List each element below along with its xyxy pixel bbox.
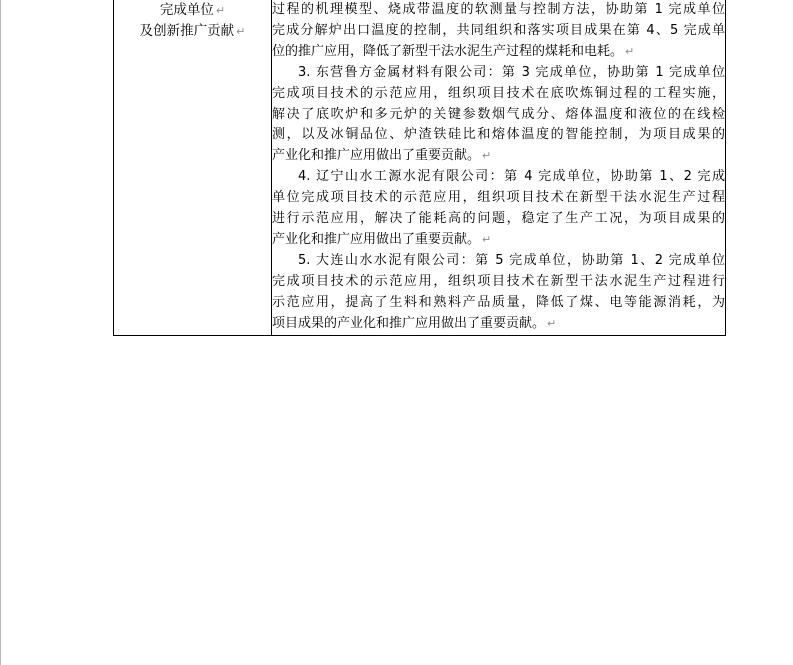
text-line: 完成分解炉出口温度的控制，共同组织和落实项目成果在第 4、5 完成单 xyxy=(272,22,725,38)
text-line: 3. 东营鲁方金属材料有限公司：第 3 完成单位，协助第 1 完成单位 xyxy=(298,64,725,80)
paragraph-4 xyxy=(272,167,725,251)
text-line: 产业化和推广应用做出了重要贡献。 ↵ xyxy=(272,231,492,247)
text-line: 产业化和推广应用做出了重要贡献。 ↵ xyxy=(272,148,492,164)
paragraph-5 xyxy=(272,251,725,335)
table-row xyxy=(114,0,726,335)
text-line: 4. 辽宁山水工源水泥有限公司：第 4 完成单位，协助第 1、2 完成 xyxy=(298,169,725,185)
page-left-edge xyxy=(0,0,1,665)
text-line: 解决了底吹炉和多元炉的关键参数烟气成分、熔体温度和液位的在线检 xyxy=(272,106,725,122)
text-line: 5. 大连山水水泥有限公司：第 5 完成单位，协助第 1、2 完成单位 xyxy=(298,252,725,268)
contribution-table xyxy=(113,0,726,336)
paragraph-3 xyxy=(272,63,725,168)
text-line: 进行示范应用，解决了能耗高的问题，稳定了生产工况，为项目成果的 xyxy=(272,211,725,227)
text-line: 位的推广应用，降低了新型干法水泥生产过程的煤耗和电耗。 ↵ xyxy=(272,43,635,59)
label-line-1: 完成单位 ↵ xyxy=(159,2,226,18)
text-line: 完成项目技术的示范应用，组织项目技术在底吹炼铜过程的工程实施， xyxy=(272,85,725,101)
paragraph-2-continuation xyxy=(272,0,725,63)
text-line: 单位完成项目技术的示范应用，组织项目技术在新型干法水泥生产过程 xyxy=(272,190,725,206)
text-line: 过程的机理模型、烧成带温度的软测量与控制方法，协助第 1 完成单位 xyxy=(272,2,725,17)
text-line: 完成项目技术的示范应用，组织项目技术在新型干法水泥生产过程进行 xyxy=(272,273,725,289)
label-line-2: 及创新推广贡献 ↵ xyxy=(139,23,246,39)
content-cell xyxy=(272,0,726,335)
text-line: 测，以及冰铜品位、炉渣铁硅比和熔体温度的智能控制，为项目成果的 xyxy=(272,127,725,143)
label-cell xyxy=(114,0,272,335)
text-line: 项目成果的产业化和推广应用做出了重要贡献。 ↵ xyxy=(272,315,557,331)
text-line: 示范应用，提高了生料和熟料产品质量，降低了煤、电等能源消耗，为 xyxy=(272,294,725,310)
